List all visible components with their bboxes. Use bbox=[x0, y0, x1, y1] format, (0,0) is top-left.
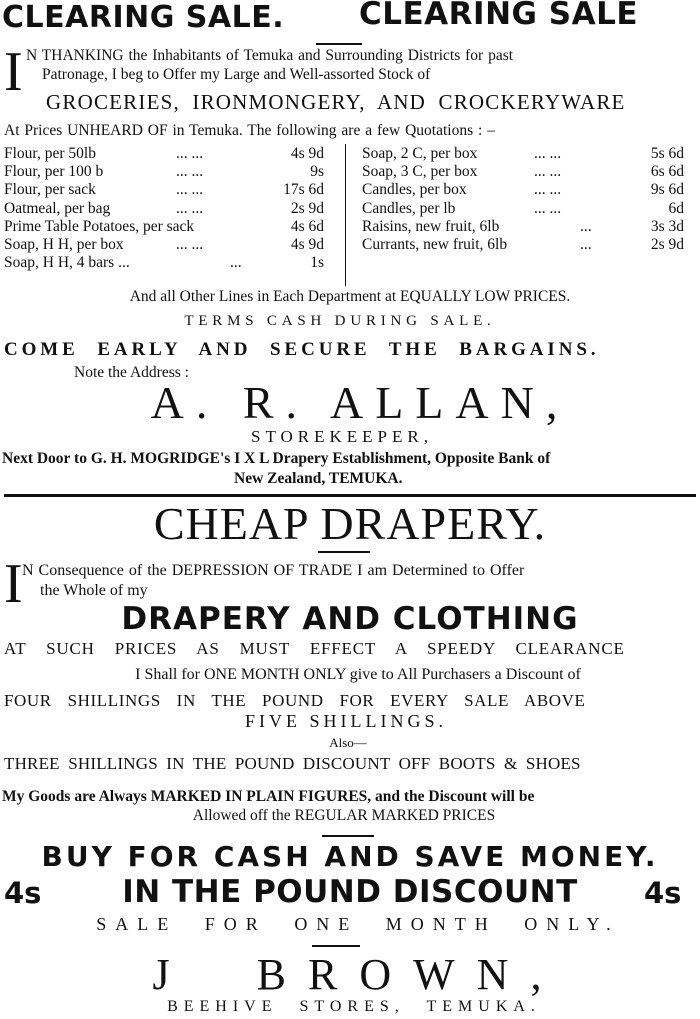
draper-name: J BROWN, bbox=[152, 950, 564, 999]
intro-line-2: Patronage, I beg to Offer my Large and Well-assorted Stock of bbox=[42, 66, 431, 83]
terms-cash: TERMS CASH DURING SALE. bbox=[184, 313, 496, 329]
name-divider bbox=[312, 945, 360, 947]
section-divider bbox=[322, 835, 374, 837]
price-row bbox=[362, 200, 696, 218]
leader-dots: ... ... bbox=[534, 199, 562, 217]
price-item: Currants, new fruit, 6lb bbox=[362, 235, 508, 253]
drapery-clothing-heading: DRAPERY AND CLOTHING bbox=[121, 601, 579, 637]
price-item: Soap, 3 C, per box bbox=[362, 163, 478, 181]
buy-for-cash-slogan: BUY FOR CASH AND SAVE MONEY. bbox=[41, 840, 659, 873]
storekeeper-name: A. R. ALLAN, bbox=[150, 377, 570, 428]
leader-dots: ... ... bbox=[176, 199, 204, 217]
price-item: Soap, H H, per box bbox=[4, 235, 124, 253]
three-shillings-line: THREE SHILLINGS IN THE POUND DISCOUNT OFF BOOTS & SHOES bbox=[4, 754, 581, 773]
marked-figures-line-1: My Goods are Always MARKED IN PLAIN FIGURES, and the Discount will be bbox=[2, 788, 535, 805]
headline-divider bbox=[318, 551, 370, 553]
beehive-stores: BEEHIVE STORES, TEMUKA. bbox=[167, 998, 541, 1015]
price-value: 5s 6d bbox=[650, 145, 684, 162]
column-divider bbox=[345, 144, 346, 286]
five-shillings-line: FIVE SHILLINGS. bbox=[245, 711, 447, 731]
leader-dots: ... ... bbox=[176, 163, 204, 181]
price-row bbox=[362, 236, 696, 254]
price-row bbox=[362, 181, 696, 199]
discount-right-4s: 4s bbox=[644, 876, 682, 910]
price-row bbox=[4, 218, 340, 236]
intro-drop-cap: I bbox=[4, 41, 23, 103]
price-value: 9s 6d bbox=[650, 181, 684, 199]
discount-left-4s: 4s bbox=[4, 876, 42, 910]
headline-clearing-sale-right: CLEARING SALE bbox=[359, 0, 639, 32]
leader-dots: ... ... bbox=[176, 235, 204, 253]
price-item: Candles, per box bbox=[362, 181, 467, 199]
price-value: 2s 9d bbox=[650, 235, 684, 253]
intro-line-2: the Whole of my bbox=[40, 582, 148, 599]
leader-dots: ... bbox=[230, 254, 242, 272]
leader-dots: ... bbox=[580, 235, 592, 253]
headline-divider bbox=[316, 43, 362, 45]
price-row bbox=[4, 145, 340, 163]
leader-dots: ... ... bbox=[534, 163, 562, 181]
price-item: Prime Table Potatoes, per sack bbox=[4, 217, 195, 235]
price-value: 4s 9d bbox=[290, 235, 324, 253]
goods-heading: GROCERIES, IRONMONGERY, AND CROCKERYWARE bbox=[46, 90, 626, 114]
price-row bbox=[4, 200, 340, 218]
intro-line-1: N THANKING the Inhabitants of Temuka and Surrounding Districts for past bbox=[26, 47, 514, 64]
price-row bbox=[362, 218, 696, 236]
price-item: Flour, per sack bbox=[4, 181, 96, 199]
price-value: 17s 6d bbox=[283, 181, 324, 199]
marked-figures-line-2: Allowed off the REGULAR MARKED PRICES bbox=[192, 807, 496, 824]
headline-clearing-sale-left: CLEARING SALE. bbox=[2, 0, 285, 35]
intro-line-1: N Consequence of the DEPRESSION OF TRADE I am Determined to Offer bbox=[22, 562, 525, 579]
speedy-clearance: AT SUCH PRICES AS MUST EFFECT A SPEEDY CLEARANCE bbox=[4, 639, 625, 658]
leader-dots: ... ... bbox=[176, 181, 204, 199]
price-item: Raisins, new fruit, 6lb bbox=[362, 217, 500, 235]
other-lines-note: And all Other Lines in Each Department at EQUALLY LOW PRICES. bbox=[129, 288, 571, 305]
come-early-slogan: COME EARLY AND SECURE THE BARGAINS. bbox=[4, 339, 600, 360]
price-row bbox=[4, 254, 340, 272]
price-item: Candles, per lb bbox=[362, 199, 456, 217]
price-row bbox=[362, 145, 696, 163]
leader-dots: ... ... bbox=[176, 145, 204, 162]
price-item: Flour, per 50lb bbox=[4, 145, 96, 162]
price-value: 2s 9d bbox=[290, 199, 324, 217]
sale-one-month: SALE FOR ONE MONTH ONLY. bbox=[96, 914, 620, 934]
price-item: Oatmeal, per bag bbox=[4, 199, 111, 217]
price-item: Soap, 2 C, per box bbox=[362, 145, 478, 162]
four-shillings-line: FOUR SHILLINGS IN THE POUND FOR EVERY SALE ABOVE bbox=[4, 691, 586, 710]
price-value: 1s bbox=[310, 254, 324, 272]
price-value: 9s bbox=[310, 163, 324, 181]
address-line-2: New Zealand, TEMUKA. bbox=[234, 470, 403, 487]
one-month-offer: I Shall for ONE MONTH ONLY give to All Purchasers a Discount of bbox=[135, 666, 581, 683]
storekeeper-title: STOREKEEPER, bbox=[250, 427, 433, 446]
price-value: 6d bbox=[668, 199, 684, 217]
price-row bbox=[362, 163, 696, 181]
also-line: Also— bbox=[329, 735, 367, 750]
price-row bbox=[4, 163, 340, 181]
price-value: 4s 6d bbox=[290, 217, 324, 235]
headline-cheap-drapery: CHEAP DRAPERY. bbox=[153, 498, 547, 549]
price-value: 3s 3d bbox=[650, 217, 684, 235]
price-row bbox=[4, 181, 340, 199]
leader-dots: ... bbox=[580, 217, 592, 235]
price-list-right bbox=[362, 145, 696, 254]
price-list-left bbox=[4, 145, 340, 272]
note-address: Note the Address : bbox=[74, 364, 189, 381]
leader-dots: ... ... bbox=[534, 181, 562, 199]
intro-drop-cap: I bbox=[4, 553, 23, 615]
price-item: Flour, per 100 b bbox=[4, 163, 104, 181]
address-line-1: Next Door to G. H. MOGRIDGE's I X L Drapery Establishment, Opposite Bank of bbox=[2, 450, 551, 467]
leader-dots: ... ... bbox=[534, 145, 562, 162]
price-item: Soap, H H, 4 bars ... bbox=[4, 254, 130, 272]
price-value: 6s 6d bbox=[650, 163, 684, 181]
discount-headline: IN THE POUND DISCOUNT bbox=[122, 874, 578, 910]
price-row bbox=[4, 236, 340, 254]
prices-intro: At Prices UNHEARD OF in Temuka. The following are a few Quotations : – bbox=[4, 122, 495, 139]
price-value: 4s 9d bbox=[290, 145, 324, 162]
